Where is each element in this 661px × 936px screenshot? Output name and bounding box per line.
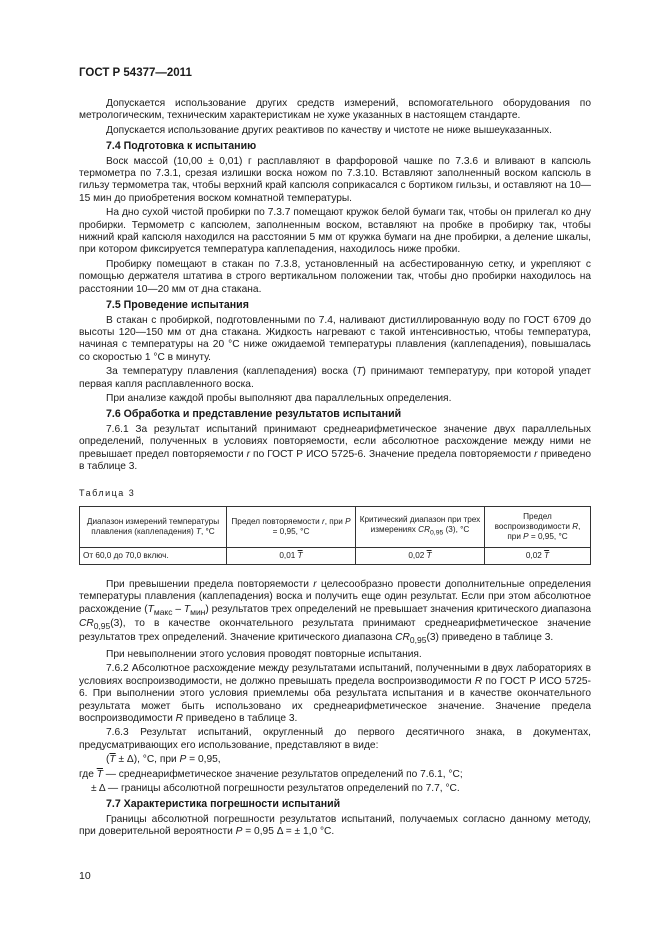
text-run: Предел воспроизводимости (494, 511, 573, 531)
text-run: 7.6.1 За результат испытаний принимают среднеарифметическое значение двух параллельных определений, полученных в условиях повторяемости, если абсолютное расхождение между ними не превышает предел повторяемости (79, 423, 591, 460)
text-run: 0,01 (279, 550, 298, 560)
symbol-CR: CR (418, 524, 430, 534)
header-cell-repeatability (227, 506, 356, 547)
symbol-r: r (246, 448, 251, 460)
symbol-r: r (534, 448, 538, 460)
text-run: по ГОСТ Р ИСО 5725-6. При выполнении этого условия приемлемы оба результата испытания и в качестве окончательного результата может быть использовано их среднеарифметическое значение. Значение предела воспроизводимости (79, 675, 591, 724)
text-run: приведено в таблице 3. (182, 712, 298, 724)
section-heading-7-7: 7.7 Характеристика погрешности испытаний (106, 798, 341, 811)
text-run: 7.6.2 Абсолютное расхождение между результатами испытаний, полученными в двух лабораториях в условиях воспроизводимости, не должно превышать предела воспроизводимости (79, 663, 591, 687)
section-heading-7-5: 7.5 Проведение испытания (106, 299, 249, 312)
text-run: 0,02 (408, 550, 427, 560)
text-run: по ГОСТ Р ИСО 5725-6. Значение предела повторяемости (250, 448, 535, 460)
text-run: Предел повторяемости (231, 516, 323, 526)
symbol-T: T (147, 603, 154, 615)
header-cell-reproducibility (485, 506, 591, 547)
formula-legend-line (79, 769, 591, 781)
section-heading-7-4: 7.4 Подготовка к испытанию (106, 140, 257, 153)
text-run: = 0,95, (186, 754, 221, 766)
text-run: ) принимают температуру, при которой упадет первая капля расплавленного воска. (79, 366, 591, 390)
text-run: = 0,95 Δ = ± 1,0 °С. (242, 826, 335, 838)
paragraph (79, 814, 591, 839)
header-cell-critical-range (356, 506, 485, 547)
symbol-P: P (345, 516, 351, 526)
table-3 (79, 506, 591, 565)
text-run: ± Δ), °С, при (115, 754, 180, 766)
text-run: ( (106, 754, 110, 766)
text-run: Диапазон измерений температуры плавления (каплепадения) (86, 516, 220, 536)
text-run: , °С (200, 526, 215, 536)
cell-range: От 60,0 до 70,0 включ. (80, 547, 227, 564)
symbol-r: r (322, 516, 325, 526)
symbol-T-bar: $\overline{T}$ (96, 768, 103, 780)
table-row (80, 547, 591, 564)
text-run: , при (324, 516, 346, 526)
symbol-r: r (313, 578, 317, 590)
symbol-CR: CR (395, 632, 410, 644)
text-run: где (79, 768, 97, 780)
text-run: За температуру плавления (каплепадения) воска ( (106, 366, 357, 378)
header-cell-range (80, 506, 227, 547)
paragraph: Допускается использование других средств измерений, вспомогательного оборудования по метрологическим, техническим характеристикам не хуже указанных в настоящем стандарте. (79, 98, 591, 122)
formula-legend-line: ± Δ — границы абсолютной погрешности результатов определений по 7.7, °С. (91, 782, 460, 794)
cell-reproducibility (485, 547, 591, 564)
text-run: = 0,95, °С (272, 526, 310, 536)
text-run: — среднеарифметическое значение результатов определений по 7.6.1, °С; (102, 768, 463, 780)
text-run: , при (507, 521, 581, 541)
paragraph: Пробирку помещают в стакан по 7.3.8, установленный на асбестированную сетку, и укрепляют с помощью держателя штатива в строго вертикальном положении так, чтобы дно пробирки находилось на расстоянии 10—20 мм от дна стакана. (79, 258, 591, 295)
text-run: (3), то в качестве окончательного результата принимают среднеарифметическое значение результатов трех определений. Значение критического диапазона (79, 618, 591, 644)
symbol-T-bar: $\overline{T}$ (544, 550, 550, 560)
text-run: Границы абсолютной погрешности результатов испытаний, получаемых согласно данному методу, при доверительной вероятности (79, 813, 591, 838)
document-body (79, 98, 591, 841)
symbol-P: P (523, 531, 529, 541)
subscript: 0,95 (430, 529, 444, 537)
symbol-T-bar: $\overline{T}$ (426, 550, 432, 560)
text-run: При превышении предела повторяемости (106, 578, 314, 590)
text-run: – (172, 603, 184, 615)
table-caption: Таблица 3 (79, 488, 136, 499)
paragraph (79, 663, 591, 725)
subscript: 0,95 (409, 635, 427, 646)
paragraph: На дно сухой чистой пробирки по 7.3.7 помещают кружок белой бумаги так, чтобы он прилегал ко дну пробирки. Термометр с капсюлем, заполненным воском, вставляют на пробке в пробирку так, чтобы нижний край капсюля находился на расстоянии 5 мм от кружка бумаги на дне пробирки, а деление шкалы, при котором фиксируется температура каплепадения, находилось ниже пробки. (79, 207, 591, 256)
text-run: приведено в таблице 3. (79, 448, 591, 472)
paragraph: Допускается использование других реактивов по качеству и чистоте не ниже вышеуказанных. (106, 124, 552, 136)
text-run: (3) приведено в таблице 3. (426, 632, 554, 644)
symbol-R: R (175, 712, 183, 724)
symbol-CR: CR (79, 618, 94, 630)
text-run: = 0,95, °С (528, 531, 568, 541)
symbol-T: T (195, 526, 201, 536)
paragraph: При невыполнении этого условия проводят повторные испытания. (106, 648, 422, 660)
page-number: 10 (79, 870, 91, 882)
text-run: Критический диапазон при трех измерениях (359, 514, 481, 534)
symbol-P: P (179, 754, 187, 766)
document-header: ГОСТ Р 54377—2011 (79, 67, 192, 79)
text-run: (3), °С (443, 524, 470, 534)
symbol-R: R (474, 675, 483, 687)
subscript: 0,95 (93, 621, 111, 632)
symbol-T: T (356, 366, 363, 378)
paragraph: В стакан с пробиркой, подготовленными по 7.4, наливают дистиллированную воду по ГОСТ 6709 до высоты 120—150 мм от дна стакана. Жидкость нагревают с такой интенсивностью, чтобы температура, начиная с температуры на 20 °С ниже ожидаемой температуры плавления (каплепадения), повышалась со скоростью 1 °С в минуту. (79, 314, 591, 363)
cell-critical-range (356, 547, 485, 564)
subscript: мин (190, 606, 206, 617)
subscript: макс (153, 606, 173, 617)
spacer (79, 565, 591, 579)
section-heading-7-6: 7.6 Обработка и представление результатов испытаний (106, 408, 402, 421)
paragraph: При анализе каждой пробы выполняют два параллельных определения. (106, 392, 452, 404)
paragraph: Воск массой (10,00 ± 0,01) г расплавляют в фарфоровой чашке по 7.3.6 и вливают в капсюль термометра по 7.3.1, срезая излишки воска ножом по 7.3.10. Вставляют заполненный воском капсюль в гильзу термометра так, чтобы верхний край капсюля соприкасался с бортиком гильзы, и оставляют на 10—15 мин до приобретения воском комнатной температуры. (79, 155, 591, 204)
paragraph: 7.6.3 Результат испытаний, округленный до первого десятичного знака, в документах, предусматривающих его использование, представляют в виде: (79, 727, 591, 751)
formula (79, 754, 591, 766)
paragraph (79, 579, 591, 647)
symbol-T: T (183, 603, 191, 615)
text-run: ) результатов трех определений не превышает значения критического диапазона (205, 603, 591, 615)
symbol-T-bar: $\overline{T}$ (297, 550, 303, 560)
cell-repeatability (227, 547, 356, 564)
text-run: 0,02 (525, 550, 545, 560)
text-run: целесообразно провести дополнительные определения температуры плавления (каплепадения) воска и получить еще один результат. Если при этом абсолютное расхождение ( (79, 578, 591, 615)
table-header-row (80, 506, 591, 547)
paragraph (79, 366, 591, 391)
paragraph (79, 424, 591, 474)
symbol-T-bar: $\overline{T}$ (109, 754, 116, 766)
symbol-P: P (235, 826, 243, 838)
symbol-R: R (572, 521, 579, 531)
